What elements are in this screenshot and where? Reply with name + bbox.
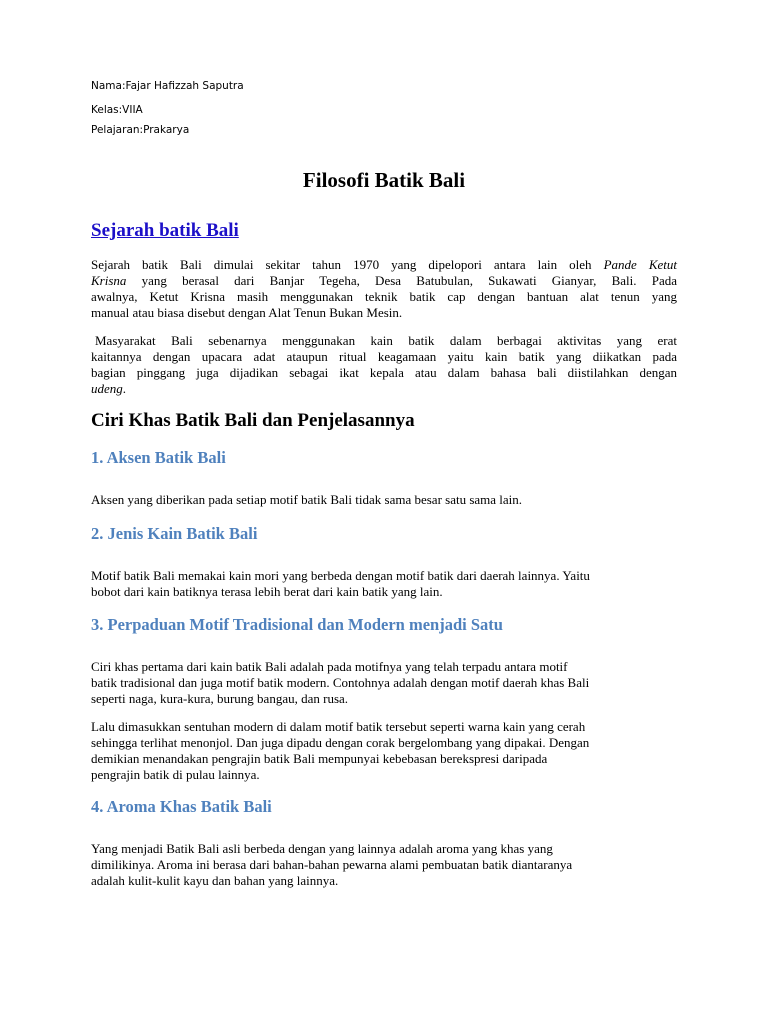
- sejarah-paragraph-2: [91, 333, 677, 397]
- student-name: Nama:Fajar Hafizzah Saputra: [91, 80, 244, 92]
- perpaduan-p2-line-4: pengrajin batik di pulau lainnya.: [91, 767, 260, 782]
- sejarah-p2-line-3: bagian pinggang juga dijadikan sebagai ikat kepala atau dalam bahasa bali diistilahkan dengan: [91, 365, 677, 380]
- sejarah-p2-line-1: Masyarakat Bali sebenarnya menggunakan kain batik dalam berbagai aktivitas yang erat: [95, 333, 677, 348]
- subject: Pelajaran:Prakarya: [91, 124, 190, 136]
- sejarah-heading-link[interactable]: Sejarah batik Bali: [91, 220, 239, 241]
- perpaduan-p2-line-3: demikian menandakan pengrajin batik Bali mempunyai kebebasan berekspresi daripada: [91, 751, 548, 766]
- perpaduan-p1-line-2: batik tradisional dan juga motif batik modern. Contohnya adalah dengan motif daerah khas Bali: [91, 675, 590, 690]
- aroma-paragraph: [91, 841, 677, 889]
- ciri-khas-heading: Ciri Khas Batik Bali dan Penjelasannya: [91, 410, 415, 431]
- sejarah-p1-line-2: Krisna yang berasal dari Banjar Tegeha, Desa Batubulan, Sukawati Gianyar, Bali. Pada: [91, 273, 678, 288]
- jenis-kain-line-1: Motif batik Bali memakai kain mori yang berbeda dengan motif batik dari daerah lainnya. Yaitu: [91, 568, 590, 583]
- sejarah-p2-line-4: udeng.: [91, 381, 127, 396]
- aksen-heading: 1. Aksen Batik Bali: [91, 448, 226, 467]
- aksen-line-1: Aksen yang diberikan pada setiap motif batik Bali tidak sama besar satu sama lain.: [91, 492, 523, 507]
- jenis-kain-line-2: bobot dari kain batiknya terasa lebih berat dari kain batik yang lain.: [91, 584, 443, 599]
- sejarah-p2-line-2: kaitannya dengan upacara adat ataupun ritual keagamaan yaitu kain batik yang diikatkan pada: [91, 349, 677, 364]
- aroma-line-2: dimilikinya. Aroma ini berasa dari bahan-bahan pewarna alami pembuatan batik diantaranya: [91, 857, 573, 872]
- aroma-heading: 4. Aroma Khas Batik Bali: [91, 797, 272, 816]
- perpaduan-paragraph-2: [91, 719, 677, 783]
- perpaduan-p2-line-1: Lalu dimasukkan sentuhan modern di dalam motif batik tersebut seperti warna kain yang cerah: [91, 719, 586, 734]
- aksen-paragraph: [91, 492, 677, 508]
- sejarah-paragraph-1: [91, 257, 677, 321]
- sejarah-p1-line-3: awalnya, Ketut Krisna masih menggunakan teknik batik cap dengan bantuan alat tenun yang: [91, 289, 677, 304]
- document-title: Filosofi Batik Bali: [302, 168, 466, 192]
- student-class: Kelas:VIIA: [91, 104, 143, 116]
- sejarah-p1-line-1: Sejarah batik Bali dimulai sekitar tahun 1970 yang dipelopori antara lain oleh Pande Ketut: [91, 257, 677, 272]
- aroma-line-3: adalah kulit-kulit kayu dan bahan yang lainnya.: [91, 873, 339, 888]
- sejarah-p1-line-4: manual atau biasa disebut dengan Alat Tenun Bukan Mesin.: [91, 305, 403, 320]
- aroma-line-1: Yang menjadi Batik Bali asli berbeda dengan yang lainnya adalah aroma yang khas yang: [91, 841, 553, 856]
- perpaduan-p1-line-1: Ciri khas pertama dari kain batik Bali adalah pada motifnya yang telah terpadu antara motif: [91, 659, 568, 674]
- perpaduan-heading: 3. Perpaduan Motif Tradisional dan Modern menjadi Satu: [91, 615, 503, 634]
- perpaduan-paragraph-1: [91, 659, 677, 707]
- jenis-kain-paragraph: [91, 568, 677, 600]
- perpaduan-p2-line-2: sehingga terlihat menonjol. Dan juga dipadu dengan corak bergelombang yang dipakai. Dengan: [91, 735, 590, 750]
- jenis-kain-heading: 2. Jenis Kain Batik Bali: [91, 524, 258, 543]
- perpaduan-p1-line-3: seperti naga, kura-kura, burung bangau, dan rusa.: [91, 691, 349, 706]
